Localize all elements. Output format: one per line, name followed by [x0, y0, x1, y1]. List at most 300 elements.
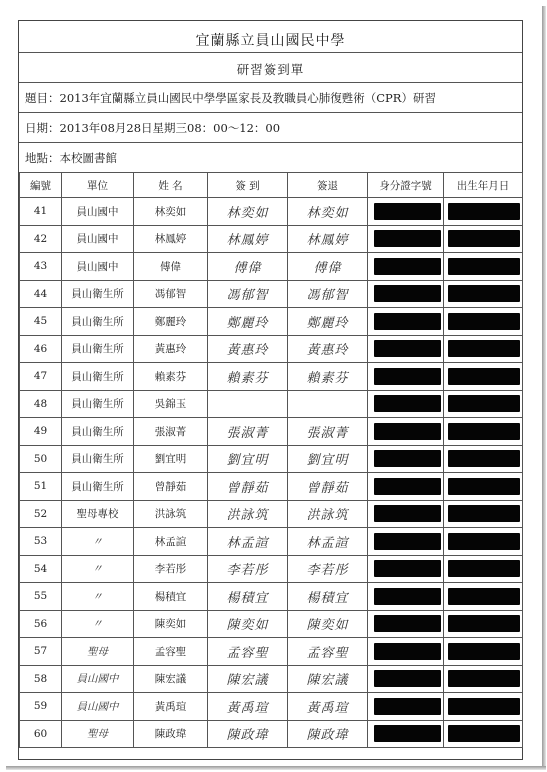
table-row — [20, 225, 523, 253]
row-id-number — [368, 665, 444, 693]
redaction-bar — [374, 203, 441, 220]
column-header: 簽 到 — [208, 173, 288, 198]
row-unit-text: 員山國中 — [76, 700, 119, 713]
table-row — [20, 473, 523, 501]
row-sign-out — [288, 390, 368, 418]
row-name-text: 李若彤 — [154, 563, 187, 576]
row-sign-out — [288, 198, 368, 226]
topic-line: 題目：2013年宜蘭縣立員山國民中學學區家長及教職員心肺復甦術（CPR）研習 — [25, 91, 436, 105]
row-sign-in — [208, 253, 288, 281]
row-birthdate — [444, 280, 523, 308]
redaction-bar — [374, 533, 441, 550]
row-name — [134, 500, 208, 528]
redaction-bar — [374, 450, 441, 467]
row-name — [134, 280, 208, 308]
redaction-bar — [448, 395, 520, 412]
row-number — [20, 610, 62, 638]
redaction-bar — [374, 670, 441, 687]
row-number — [20, 528, 62, 556]
row-unit — [62, 473, 134, 501]
row-number-text: 58 — [33, 672, 48, 685]
row-number-text: 47 — [33, 370, 48, 383]
row-unit-text: 員山國中 — [76, 673, 119, 686]
table-row — [20, 720, 523, 748]
row-number-text: 54 — [33, 562, 48, 575]
row-sign-in — [208, 418, 288, 446]
row-unit — [62, 363, 134, 391]
row-unit-text: 〃 — [92, 535, 103, 548]
row-name — [134, 308, 208, 336]
row-sign-out — [288, 225, 368, 253]
row-sign-out — [288, 693, 368, 721]
row-name — [134, 610, 208, 638]
row-name — [134, 335, 208, 363]
redaction-bar — [374, 588, 441, 605]
row-sign-in — [208, 335, 288, 363]
redaction-bar — [374, 643, 441, 660]
redaction-bar — [374, 313, 441, 330]
row-number-text: 50 — [33, 452, 48, 465]
row-unit-text: 員山國中 — [76, 233, 119, 246]
row-unit — [62, 198, 134, 226]
row-name-text: 吳錦玉 — [154, 398, 187, 411]
row-sign-in-text: 孟容聖 — [226, 645, 269, 661]
row-number — [20, 720, 62, 748]
row-unit-text: 員山衛生所 — [71, 370, 124, 383]
row-sign-out — [288, 720, 368, 748]
table-row — [20, 335, 523, 363]
redaction-bar — [448, 230, 520, 247]
row-name — [134, 198, 208, 226]
row-name — [134, 473, 208, 501]
row-number-text: 42 — [33, 232, 48, 245]
row-unit — [62, 445, 134, 473]
row-sign-in-text: 洪詠筑 — [226, 508, 269, 524]
row-sign-out-text: 傅偉 — [313, 260, 342, 276]
row-number — [20, 363, 62, 391]
row-name — [134, 225, 208, 253]
row-birthdate — [444, 308, 523, 336]
row-name-text: 傅偉 — [160, 260, 181, 273]
row-unit — [62, 390, 134, 418]
redaction-bar — [448, 313, 520, 330]
row-number — [20, 390, 62, 418]
table-row — [20, 390, 523, 418]
row-sign-out — [288, 555, 368, 583]
row-name — [134, 638, 208, 666]
redaction-bar — [448, 560, 520, 577]
row-name-text: 鄭麗玲 — [154, 315, 187, 328]
row-sign-in — [208, 225, 288, 253]
row-name-text: 曾靜茹 — [154, 480, 187, 493]
row-id-number — [368, 390, 444, 418]
row-birthdate — [444, 638, 523, 666]
row-birthdate — [444, 665, 523, 693]
row-sign-in — [208, 198, 288, 226]
redaction-bar — [374, 340, 441, 357]
row-sign-out-text: 陳政瑋 — [306, 728, 349, 744]
redaction-bar — [448, 698, 520, 715]
row-unit — [62, 308, 134, 336]
row-name-text: 林奕如 — [154, 205, 187, 218]
redaction-bar — [374, 698, 441, 715]
row-birthdate — [444, 253, 523, 281]
row-sign-in-text: 鄭麗玲 — [226, 315, 269, 331]
row-sign-out-text: 李若彤 — [306, 563, 349, 579]
row-name — [134, 555, 208, 583]
row-id-number — [368, 638, 444, 666]
row-sign-in — [208, 528, 288, 556]
row-number — [20, 335, 62, 363]
row-sign-in — [208, 280, 288, 308]
row-sign-in-text: 林孟諠 — [226, 535, 269, 551]
redaction-bar — [374, 505, 441, 522]
row-sign-out-text: 黃禹瑄 — [306, 700, 349, 716]
row-sign-in-text: 林鳳婷 — [226, 233, 269, 249]
row-unit — [62, 693, 134, 721]
divider — [19, 142, 522, 143]
redaction-bar — [374, 368, 441, 385]
row-sign-in-text: 陳宏議 — [226, 673, 269, 689]
row-sign-out — [288, 280, 368, 308]
row-number — [20, 308, 62, 336]
row-sign-out — [288, 665, 368, 693]
row-sign-in-text: 張淑菁 — [226, 425, 269, 441]
table-row — [20, 528, 523, 556]
column-header: 身分證字號 — [368, 173, 444, 198]
row-number — [20, 693, 62, 721]
row-sign-out-text: 林鳳婷 — [306, 233, 349, 249]
row-unit-text: 聖母專校 — [76, 508, 119, 521]
redaction-bar — [448, 505, 520, 522]
row-sign-out-text: 張淑菁 — [306, 425, 349, 441]
row-unit-text: 員山國中 — [76, 205, 119, 218]
row-sign-out-text: 林孟諠 — [306, 535, 349, 551]
row-number — [20, 500, 62, 528]
table-row — [20, 280, 523, 308]
row-id-number — [368, 528, 444, 556]
row-birthdate — [444, 198, 523, 226]
row-id-number — [368, 225, 444, 253]
row-name-text: 洪詠筑 — [154, 508, 187, 521]
row-sign-in-text: 黃惠玲 — [226, 343, 269, 359]
row-birthdate — [444, 720, 523, 748]
redaction-bar — [374, 230, 441, 247]
row-unit-text: 〃 — [92, 618, 103, 631]
row-unit — [62, 638, 134, 666]
row-unit — [62, 500, 134, 528]
row-name-text: 陳奕如 — [154, 618, 187, 631]
redaction-bar — [448, 533, 520, 550]
row-sign-out-text: 賴素芬 — [306, 370, 349, 386]
row-sign-out-text: 馮郁智 — [306, 288, 349, 304]
row-sign-in — [208, 308, 288, 336]
row-number-text: 49 — [33, 425, 48, 438]
attendance-table — [19, 172, 523, 748]
column-header: 簽退 — [288, 173, 368, 198]
table-row — [20, 308, 523, 336]
row-sign-out-text: 黃惠玲 — [306, 343, 349, 359]
row-sign-out-text: 鄭麗玲 — [306, 315, 349, 331]
row-number-text: 52 — [33, 507, 48, 520]
row-birthdate — [444, 500, 523, 528]
row-sign-out-text: 林奕如 — [306, 205, 349, 221]
row-id-number — [368, 253, 444, 281]
table-row — [20, 665, 523, 693]
redaction-bar — [448, 368, 520, 385]
row-unit — [62, 225, 134, 253]
row-sign-in-text: 劉宜明 — [226, 453, 269, 469]
table-row — [20, 363, 523, 391]
row-id-number — [368, 583, 444, 611]
table-body — [20, 198, 523, 748]
row-number — [20, 665, 62, 693]
row-name — [134, 253, 208, 281]
row-birthdate — [444, 335, 523, 363]
divider — [19, 112, 522, 113]
row-name-text: 賴素芬 — [154, 370, 187, 383]
row-birthdate — [444, 555, 523, 583]
table-header-row — [20, 173, 523, 198]
row-unit-text: 員山衛生所 — [71, 453, 124, 466]
row-sign-in — [208, 555, 288, 583]
redaction-bar — [374, 395, 441, 412]
row-id-number — [368, 445, 444, 473]
row-name-text: 陳宏議 — [154, 673, 187, 686]
row-sign-in — [208, 390, 288, 418]
row-name — [134, 363, 208, 391]
row-unit-text: 聖母 — [87, 645, 108, 658]
school-title: 宜蘭縣立員山國民中學 — [195, 33, 346, 49]
row-name-text: 林孟諠 — [154, 535, 187, 548]
row-unit-text: 〃 — [92, 563, 103, 576]
row-birthdate — [444, 693, 523, 721]
row-number — [20, 473, 62, 501]
table-row — [20, 693, 523, 721]
table-row — [20, 610, 523, 638]
row-unit — [62, 528, 134, 556]
row-sign-in — [208, 638, 288, 666]
redaction-bar — [374, 560, 441, 577]
row-sign-in-text: 賴素芬 — [226, 370, 269, 386]
column-header: 出生年月日 — [444, 173, 523, 198]
row-sign-out — [288, 638, 368, 666]
row-id-number — [368, 500, 444, 528]
row-unit-text: 員山衛生所 — [71, 480, 124, 493]
redaction-bar — [448, 258, 520, 275]
row-id-number — [368, 363, 444, 391]
row-sign-in-text: 傅偉 — [233, 260, 262, 276]
row-unit — [62, 720, 134, 748]
row-id-number — [368, 473, 444, 501]
row-number-text: 57 — [33, 645, 48, 658]
row-birthdate — [444, 473, 523, 501]
row-unit — [62, 665, 134, 693]
row-sign-out — [288, 308, 368, 336]
sheet-subtitle: 研習簽到單 — [236, 62, 305, 77]
row-number-text: 59 — [33, 700, 48, 713]
row-unit-text: 聖母 — [87, 728, 108, 741]
row-name-text: 張淑菁 — [154, 425, 187, 438]
row-number — [20, 280, 62, 308]
row-unit — [62, 335, 134, 363]
divider — [19, 52, 522, 53]
row-sign-out — [288, 473, 368, 501]
row-unit-text: 員山衛生所 — [71, 398, 124, 411]
row-name — [134, 583, 208, 611]
redaction-bar — [374, 615, 441, 632]
row-number — [20, 555, 62, 583]
row-number-text: 55 — [33, 590, 48, 603]
redaction-bar — [448, 670, 520, 687]
row-number-text: 43 — [33, 260, 48, 273]
row-number — [20, 638, 62, 666]
row-sign-out — [288, 335, 368, 363]
row-unit — [62, 418, 134, 446]
row-id-number — [368, 610, 444, 638]
column-header: 姓 名 — [134, 173, 208, 198]
row-unit — [62, 280, 134, 308]
column-header: 單位 — [62, 173, 134, 198]
table-row — [20, 253, 523, 281]
redaction-bar — [374, 725, 441, 742]
row-sign-in — [208, 610, 288, 638]
row-number — [20, 198, 62, 226]
sign-in-sheet — [18, 20, 523, 760]
table-row — [20, 445, 523, 473]
row-number-text: 45 — [33, 315, 48, 328]
redaction-bar — [448, 285, 520, 302]
row-birthdate — [444, 528, 523, 556]
row-birthdate — [444, 390, 523, 418]
row-name — [134, 418, 208, 446]
row-id-number — [368, 198, 444, 226]
row-sign-out — [288, 253, 368, 281]
row-number — [20, 583, 62, 611]
row-number-text: 53 — [33, 535, 48, 548]
table-row — [20, 198, 523, 226]
redaction-bar — [448, 643, 520, 660]
row-sign-out-text: 陳奕如 — [306, 618, 349, 634]
row-sign-in-text: 楊積宜 — [226, 590, 269, 606]
row-birthdate — [444, 583, 523, 611]
table-row — [20, 555, 523, 583]
row-birthdate — [444, 363, 523, 391]
row-sign-in — [208, 473, 288, 501]
row-birthdate — [444, 610, 523, 638]
row-sign-in — [208, 665, 288, 693]
row-name-text: 林鳳婷 — [154, 233, 187, 246]
row-name-text: 黃惠玲 — [154, 343, 187, 356]
redaction-bar — [448, 450, 520, 467]
table-row — [20, 638, 523, 666]
row-sign-out-text: 孟容聖 — [306, 645, 349, 661]
row-unit-text: 員山衛生所 — [71, 425, 124, 438]
page-shadow-right — [542, 6, 546, 768]
row-sign-out-text: 洪詠筑 — [306, 508, 349, 524]
redaction-bar — [448, 340, 520, 357]
redaction-bar — [448, 478, 520, 495]
redaction-bar — [374, 423, 441, 440]
redaction-bar — [448, 615, 520, 632]
row-number — [20, 225, 62, 253]
row-sign-out — [288, 610, 368, 638]
row-sign-in — [208, 720, 288, 748]
row-id-number — [368, 335, 444, 363]
row-sign-in-text: 曾靜茹 — [226, 480, 269, 496]
row-sign-in-text: 陳政瑋 — [226, 728, 269, 744]
row-sign-in — [208, 445, 288, 473]
row-number — [20, 253, 62, 281]
table-row — [20, 583, 523, 611]
row-name-text: 孟容聖 — [154, 645, 187, 658]
row-sign-in-text: 林奕如 — [226, 205, 269, 221]
redaction-bar — [448, 203, 520, 220]
row-name — [134, 665, 208, 693]
row-sign-out-text: 劉宜明 — [306, 453, 349, 469]
row-name — [134, 720, 208, 748]
row-sign-in-text: 馮郁智 — [226, 288, 269, 304]
row-name-text: 楊積宜 — [154, 590, 187, 603]
row-name-text: 黃禹瑄 — [154, 700, 187, 713]
row-sign-out — [288, 445, 368, 473]
row-sign-in-text: 李若彤 — [226, 563, 269, 579]
row-unit-text: 員山國中 — [76, 260, 119, 273]
row-id-number — [368, 555, 444, 583]
table-row — [20, 418, 523, 446]
date-line: 日期：2013年08月28日星期三08：00～12：00 — [25, 121, 281, 135]
row-unit — [62, 253, 134, 281]
table-row — [20, 500, 523, 528]
divider — [19, 82, 522, 83]
row-id-number — [368, 280, 444, 308]
row-sign-out-text: 陳宏議 — [306, 673, 349, 689]
row-unit — [62, 555, 134, 583]
column-header: 編號 — [20, 173, 62, 198]
row-unit-text: 員山衛生所 — [71, 288, 124, 301]
page-shadow-bottom — [6, 766, 546, 770]
row-unit-text: 員山衛生所 — [71, 343, 124, 356]
row-sign-in — [208, 583, 288, 611]
row-unit-text: 員山衛生所 — [71, 315, 124, 328]
row-sign-out — [288, 528, 368, 556]
row-number-text: 56 — [33, 617, 48, 630]
row-name — [134, 390, 208, 418]
row-id-number — [368, 720, 444, 748]
row-sign-out-text: 曾靜茹 — [306, 480, 349, 496]
row-unit — [62, 610, 134, 638]
row-sign-in — [208, 363, 288, 391]
row-number-text: 48 — [33, 397, 48, 410]
row-number-text: 46 — [33, 342, 48, 355]
row-id-number — [368, 693, 444, 721]
row-name — [134, 693, 208, 721]
row-sign-in-text: 黃禹瑄 — [226, 700, 269, 716]
row-name-text: 馮郁智 — [154, 288, 187, 301]
row-birthdate — [444, 225, 523, 253]
row-sign-out — [288, 583, 368, 611]
row-name — [134, 528, 208, 556]
row-number-text: 51 — [33, 480, 48, 493]
row-number-text: 44 — [33, 287, 48, 300]
row-name — [134, 445, 208, 473]
row-number — [20, 418, 62, 446]
row-name-text: 陳政瑋 — [154, 728, 187, 741]
row-sign-out-text: 楊積宜 — [306, 590, 349, 606]
row-sign-out — [288, 500, 368, 528]
redaction-bar — [374, 285, 441, 302]
row-sign-out — [288, 418, 368, 446]
